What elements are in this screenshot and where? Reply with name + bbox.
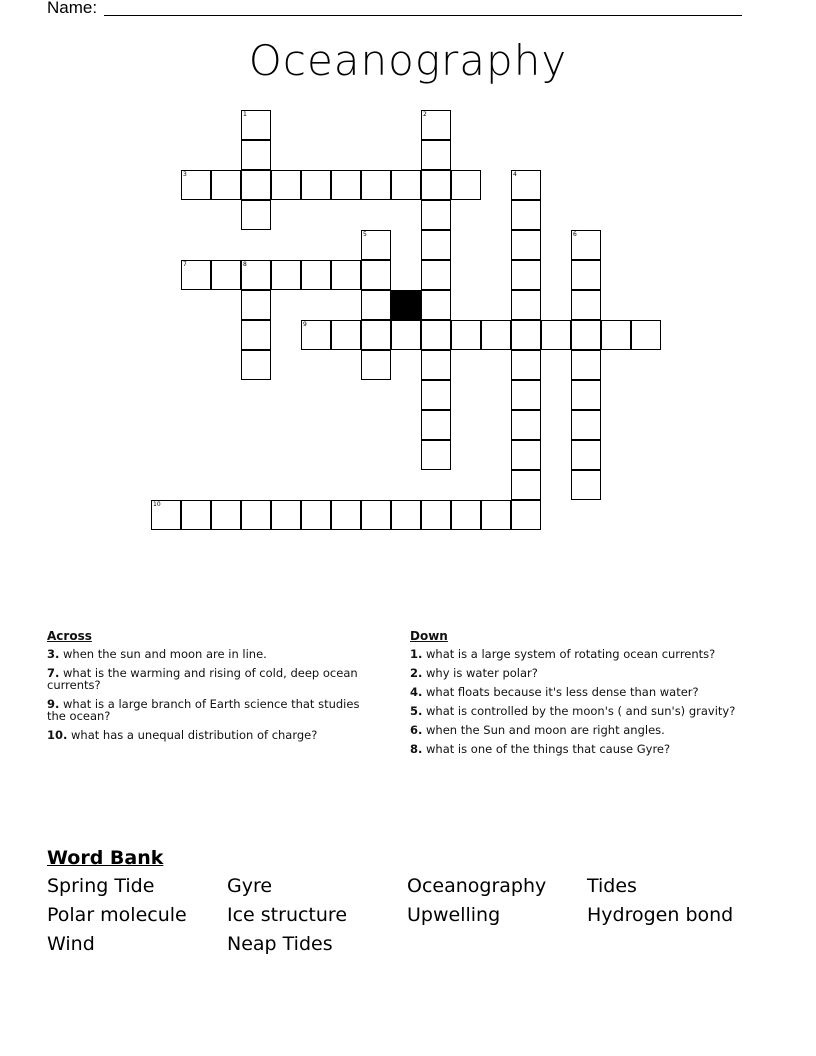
word-bank-item: Ice structure bbox=[227, 904, 348, 926]
crossword-cell[interactable] bbox=[571, 350, 601, 380]
clue-text: what is controlled by the moon's ( and sun's) gravity? bbox=[426, 704, 736, 718]
clue-number: 6. bbox=[410, 723, 423, 737]
word-bank-item: Oceanography bbox=[407, 875, 547, 897]
crossword-cell[interactable] bbox=[301, 500, 331, 530]
word-bank-item: Gyre bbox=[227, 875, 273, 897]
crossword-cell[interactable] bbox=[511, 410, 541, 440]
clue-number: 1. bbox=[410, 647, 423, 661]
clue-number-label: 7 bbox=[183, 261, 187, 268]
crossword-cell[interactable] bbox=[451, 500, 481, 530]
crossword-cell[interactable] bbox=[421, 440, 451, 470]
clue-number: 3. bbox=[47, 647, 60, 661]
clue-text: when the Sun and moon are right angles. bbox=[426, 723, 665, 737]
crossword-cell[interactable] bbox=[241, 170, 271, 200]
clue-text: what is the warming and rising of cold, deep ocean currents? bbox=[47, 666, 358, 692]
clue-text: why is water polar? bbox=[426, 666, 538, 680]
crossword-cell[interactable] bbox=[421, 410, 451, 440]
crossword-cell[interactable] bbox=[481, 500, 511, 530]
crossword-cell[interactable] bbox=[421, 290, 451, 320]
crossword-cell[interactable] bbox=[511, 320, 541, 350]
crossword-cell[interactable] bbox=[421, 170, 451, 200]
crossword-cell[interactable] bbox=[331, 500, 361, 530]
crossword-cell[interactable] bbox=[241, 320, 271, 350]
crossword-cell[interactable] bbox=[511, 380, 541, 410]
crossword-cell[interactable] bbox=[571, 470, 601, 500]
clue-text: when the sun and moon are in line. bbox=[63, 647, 267, 661]
crossword-cell[interactable] bbox=[571, 410, 601, 440]
across-clues bbox=[47, 630, 367, 748]
clue-text: what is one of the things that cause Gyre? bbox=[426, 742, 671, 756]
crossword-cell[interactable] bbox=[391, 500, 421, 530]
clue-number: 2. bbox=[410, 666, 423, 680]
down-heading: Down bbox=[410, 629, 448, 643]
crossword-cell[interactable] bbox=[571, 290, 601, 320]
crossword-cell[interactable] bbox=[421, 320, 451, 350]
clue-number-label: 2 bbox=[423, 111, 427, 118]
crossword-cell[interactable] bbox=[511, 230, 541, 260]
word-bank bbox=[47, 874, 787, 957]
clue-number-label: 5 bbox=[363, 231, 367, 238]
crossword-cell[interactable] bbox=[241, 350, 271, 380]
clue-number: 7. bbox=[47, 666, 60, 680]
crossword-cell[interactable] bbox=[631, 320, 661, 350]
crossword-cell[interactable] bbox=[361, 500, 391, 530]
crossword-cell[interactable] bbox=[391, 170, 421, 200]
crossword-cell[interactable] bbox=[421, 200, 451, 230]
crossword-cell[interactable] bbox=[271, 500, 301, 530]
clue-across-10 bbox=[47, 729, 367, 741]
crossword-cell[interactable] bbox=[241, 200, 271, 230]
word-bank-title: Word Bank bbox=[47, 847, 164, 869]
clue-down-8 bbox=[410, 743, 755, 755]
crossword-cell[interactable] bbox=[451, 320, 481, 350]
crossword-cell[interactable] bbox=[271, 260, 301, 290]
crossword-cell[interactable] bbox=[451, 170, 481, 200]
clue-number: 10. bbox=[47, 728, 68, 742]
clue-text: what has a unequal distribution of charge? bbox=[71, 728, 318, 742]
word-bank-item: Wind bbox=[47, 933, 95, 955]
clue-down-1 bbox=[410, 648, 755, 660]
crossword-cell[interactable] bbox=[361, 320, 391, 350]
crossword-cell[interactable] bbox=[421, 350, 451, 380]
word-bank-item: Hydrogen bond bbox=[587, 904, 734, 926]
crossword-cell[interactable] bbox=[211, 260, 241, 290]
clue-text: what is a large branch of Earth science that studies the ocean? bbox=[47, 697, 360, 723]
crossword-cell[interactable] bbox=[241, 500, 271, 530]
clue-down-4 bbox=[410, 686, 755, 698]
clue-text: what floats because it's less dense than water? bbox=[426, 685, 699, 699]
clue-text: what is a large system of rotating ocean currents? bbox=[426, 647, 716, 661]
crossword-cell[interactable] bbox=[301, 170, 331, 200]
crossword-cell[interactable] bbox=[211, 170, 241, 200]
crossword-cell[interactable] bbox=[421, 500, 451, 530]
crossword-cell[interactable] bbox=[331, 260, 361, 290]
clue-number: 8. bbox=[410, 742, 423, 756]
clue-number-label: 3 bbox=[183, 171, 187, 178]
word-bank-item: Tides bbox=[587, 875, 637, 897]
black-cell bbox=[391, 290, 421, 320]
down-clues bbox=[410, 630, 755, 762]
crossword-cell[interactable] bbox=[481, 320, 511, 350]
crossword-cell[interactable] bbox=[571, 380, 601, 410]
clue-across-3 bbox=[47, 648, 367, 660]
crossword-cell[interactable] bbox=[421, 260, 451, 290]
crossword-cell[interactable] bbox=[571, 320, 601, 350]
word-bank-item: Neap Tides bbox=[227, 933, 333, 955]
clue-across-9 bbox=[47, 698, 367, 722]
clue-down-5 bbox=[410, 705, 755, 717]
crossword-cell[interactable] bbox=[511, 350, 541, 380]
word-bank-item: Upwelling bbox=[407, 904, 501, 926]
clue-number-label: 8 bbox=[243, 261, 247, 268]
crossword-cell[interactable] bbox=[361, 290, 391, 320]
crossword-cell[interactable] bbox=[421, 230, 451, 260]
crossword-cell[interactable] bbox=[181, 500, 211, 530]
crossword-cell[interactable] bbox=[511, 470, 541, 500]
clue-number-label: 1 bbox=[243, 111, 247, 118]
crossword-cell[interactable] bbox=[511, 500, 541, 530]
crossword-cell[interactable] bbox=[571, 440, 601, 470]
word-bank-item: Polar molecule bbox=[47, 904, 187, 926]
crossword-cell[interactable] bbox=[421, 380, 451, 410]
across-heading: Across bbox=[47, 629, 92, 643]
crossword-cell[interactable] bbox=[361, 170, 391, 200]
crossword-cell[interactable] bbox=[331, 170, 361, 200]
clue-across-7 bbox=[47, 667, 367, 691]
clue-number: 5. bbox=[410, 704, 423, 718]
word-bank-item: Spring Tide bbox=[47, 875, 155, 897]
crossword-cell[interactable] bbox=[301, 260, 331, 290]
crossword-cell[interactable] bbox=[271, 170, 301, 200]
crossword-cell[interactable] bbox=[241, 140, 271, 170]
crossword-cell[interactable] bbox=[211, 500, 241, 530]
crossword-cell[interactable] bbox=[511, 440, 541, 470]
clue-number-label: 10 bbox=[153, 501, 161, 508]
clue-down-6 bbox=[410, 724, 755, 736]
crossword-cell[interactable] bbox=[391, 320, 421, 350]
clue-number: 4. bbox=[410, 685, 423, 699]
crossword-cell[interactable] bbox=[601, 320, 631, 350]
crossword-cell[interactable] bbox=[361, 350, 391, 380]
clue-number-label: 4 bbox=[513, 171, 517, 178]
clue-number-label: 6 bbox=[573, 231, 577, 238]
crossword-cell[interactable] bbox=[241, 290, 271, 320]
crossword-cell[interactable] bbox=[511, 290, 541, 320]
clue-down-2 bbox=[410, 667, 755, 679]
crossword-cell[interactable] bbox=[541, 320, 571, 350]
clue-number: 9. bbox=[47, 697, 60, 711]
crossword-cell[interactable] bbox=[361, 260, 391, 290]
crossword-cell[interactable] bbox=[511, 260, 541, 290]
page-title: Oceanography bbox=[248, 36, 568, 85]
clue-number-label: 9 bbox=[303, 321, 307, 328]
name-label: Name: bbox=[47, 0, 98, 17]
crossword-cell[interactable] bbox=[331, 320, 361, 350]
crossword-cell[interactable] bbox=[511, 200, 541, 230]
crossword-cell[interactable] bbox=[421, 140, 451, 170]
crossword-cell[interactable] bbox=[571, 260, 601, 290]
